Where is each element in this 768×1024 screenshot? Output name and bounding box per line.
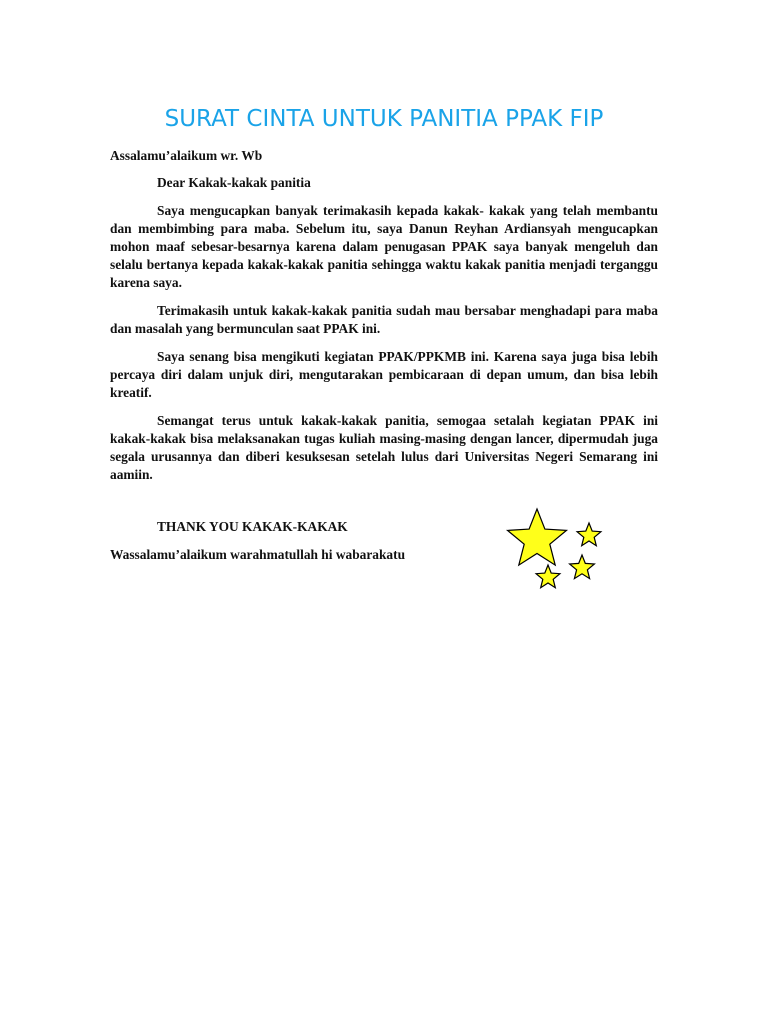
star-icon [536,565,560,588]
thanks-line: THANK YOU KAKAK-KAKAK [157,519,348,534]
salutation: Dear Kakak-kakak panitia [157,175,311,190]
paragraph-4: Semangat terus untuk kakak-kakak panitia, semogaa setalah kegiatan PPAK ini kakak-kakak bisa melaksanakan tugas kuliah masing-masing dengan lancer, dipermudah juga segala urusannya dan diberi kesuksesan setelah lulus dari Universitas Negeri Semarang ini aamiin. [110,413,658,482]
closing-line: Wassalamu’alaikum warahmatullah hi wabarakatu [110,547,406,562]
greeting: Assalamu’alaikum wr. Wb [110,148,263,163]
paragraph-3: Saya senang bisa mengikuti kegiatan PPAK/PPKMB ini. Karena saya juga bisa lebih percaya diri dalam unjuk diri, mengutarakan pembicaraan di depan umum, dan bisa lebih kreatif. [110,349,658,400]
paragraph-2: Terimakasih untuk kakak-kakak panitia sudah mau bersabar menghadapi para maba dan masalah yang bermunculan saat PPAK ini. [110,303,658,336]
star-icon [508,509,567,565]
star-decoration [502,505,612,595]
document-title: SURAT CINTA UNTUK PANITIA PPAK FIP [164,106,604,132]
star-icon [577,523,601,546]
letter-page [110,100,658,564]
paragraph-1: Saya mengucapkan banyak terimakasih kepada kakak- kakak yang telah membantu dan membimbing para maba. Sebelum itu, saya Danun Reyhan Ardiansyah mengucapkan mohon maaf sebesar-besarnya karena dalam penugasan PPAK saya banyak mengeluh dan selalu bertanya kepada kakak-kakak panitia sehingga waktu kakak panitia menjadi terganggu karena saya. [110,203,658,290]
star-icon [570,555,595,579]
